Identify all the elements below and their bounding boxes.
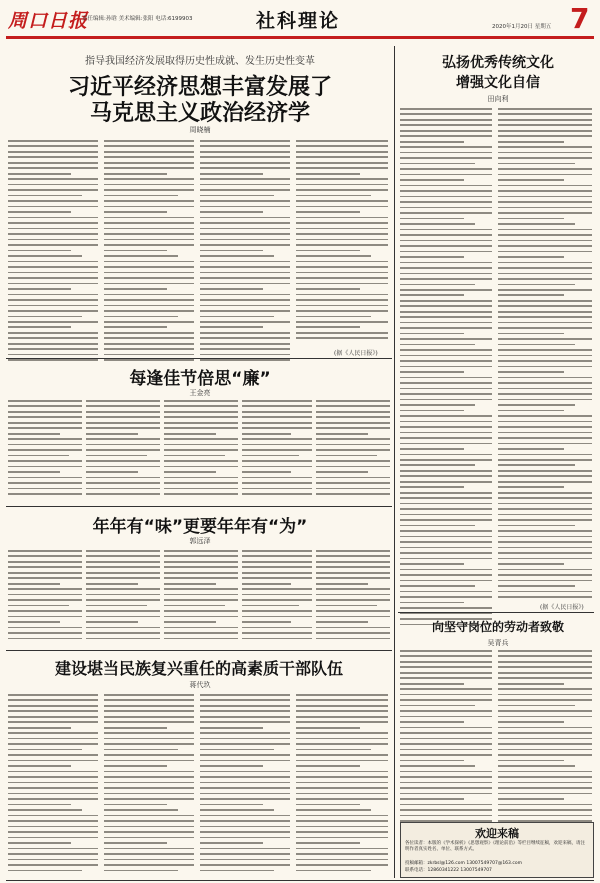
submission-email-row — [405, 860, 522, 866]
bottom-column-2 — [104, 694, 194, 875]
bottom-article-title: 建设堪当民族复兴重任的高素质干部队伍 — [54, 659, 343, 678]
bottom-column-4 — [296, 694, 388, 875]
lead-column-1 — [8, 140, 98, 365]
lead-source: (据《人民日报》) — [334, 350, 378, 357]
lead-bottom-rule — [6, 358, 392, 359]
lead-column-4 — [296, 140, 388, 343]
essay-1-column-5 — [316, 400, 390, 499]
essay-1-title: 每逢佳节倍思“廉” — [129, 369, 271, 389]
essay-1-bottom-rule — [6, 506, 392, 507]
right-title-2: 向坚守岗位的劳动者致敬 — [431, 620, 564, 634]
lead-column-2 — [104, 140, 194, 365]
page-number: 7 — [570, 2, 590, 35]
essay-1-column-1 — [8, 400, 82, 499]
essay-1-column-3 — [164, 400, 238, 499]
paper-logo: 周口日报 — [8, 10, 89, 32]
essay-2-column-5 — [316, 550, 390, 643]
essay-2-author: 郭远泽 — [189, 537, 211, 545]
bottom-article-author: 蒋代玖 — [189, 681, 211, 689]
masthead-rule — [6, 36, 594, 39]
right-mid-rule — [398, 612, 594, 613]
right-1-column-1 — [400, 108, 492, 629]
right-2-column-1 — [400, 650, 492, 831]
right-2-column-2 — [498, 650, 592, 831]
essay-2-column-1 — [8, 550, 82, 643]
section-title: 社科理论 — [256, 10, 341, 32]
email-addresses: zkrbsl@126.com 13007549707@163.com — [427, 861, 522, 866]
essay-2-column-3 — [164, 550, 238, 643]
right-author-1: 田向利 — [487, 95, 509, 103]
essay-2-column-2 — [86, 550, 160, 643]
essay-2-bottom-rule — [6, 650, 392, 651]
essay-1-author: 王金亮 — [189, 389, 211, 397]
lead-title-line2: 马克思主义政治经济学 — [89, 101, 310, 126]
lead-title-line1: 习近平经济思想丰富发展了 — [67, 75, 332, 100]
submission-box — [400, 822, 594, 878]
lead-column-3 — [200, 140, 290, 365]
essay-1-column-2 — [86, 400, 160, 499]
phone-numbers: 12860341222 13007549707 — [427, 868, 492, 873]
date-line: 2020年1月20日 星期五 — [492, 24, 552, 30]
right-author-2: 吴青兵 — [487, 639, 509, 647]
essay-2-title: 年年有“味”更要年年有“为” — [92, 517, 308, 537]
lead-author: 周晓楠 — [189, 126, 211, 134]
right-source-1: (据《人民日报》) — [540, 604, 584, 611]
phone-label: 联系电话： — [405, 868, 428, 873]
bottom-column-3 — [200, 694, 290, 875]
submission-body: 各位读者：本版的《学术探析》《思想观察》《理论前沿》等栏目继续征稿，欢迎来稿，请注明作者真实姓名、单位、联系方式。 — [405, 841, 585, 852]
essay-1-column-4 — [242, 400, 312, 499]
right-title-1-line1: 弘扬优秀传统文化 — [442, 55, 554, 71]
bottom-column-1 — [8, 694, 98, 875]
submission-title: 欢迎来稿 — [475, 827, 519, 840]
right-1-column-2 — [498, 108, 592, 602]
lead-kicker: 指导我国经济发展取得历史性成就、发生历史性变革 — [85, 56, 315, 67]
column-divider — [394, 46, 395, 878]
essay-2-column-4 — [242, 550, 312, 643]
submission-phone-row — [405, 867, 492, 873]
masthead — [0, 0, 600, 44]
email-label: 投稿邮箱： — [405, 861, 428, 866]
right-title-1-line2: 增强文化自信 — [456, 75, 540, 91]
editor-line: 责任编辑:孙晗 美术编辑:张阳 电话:6199903 — [82, 16, 193, 22]
page-bottom-rule — [6, 880, 594, 881]
